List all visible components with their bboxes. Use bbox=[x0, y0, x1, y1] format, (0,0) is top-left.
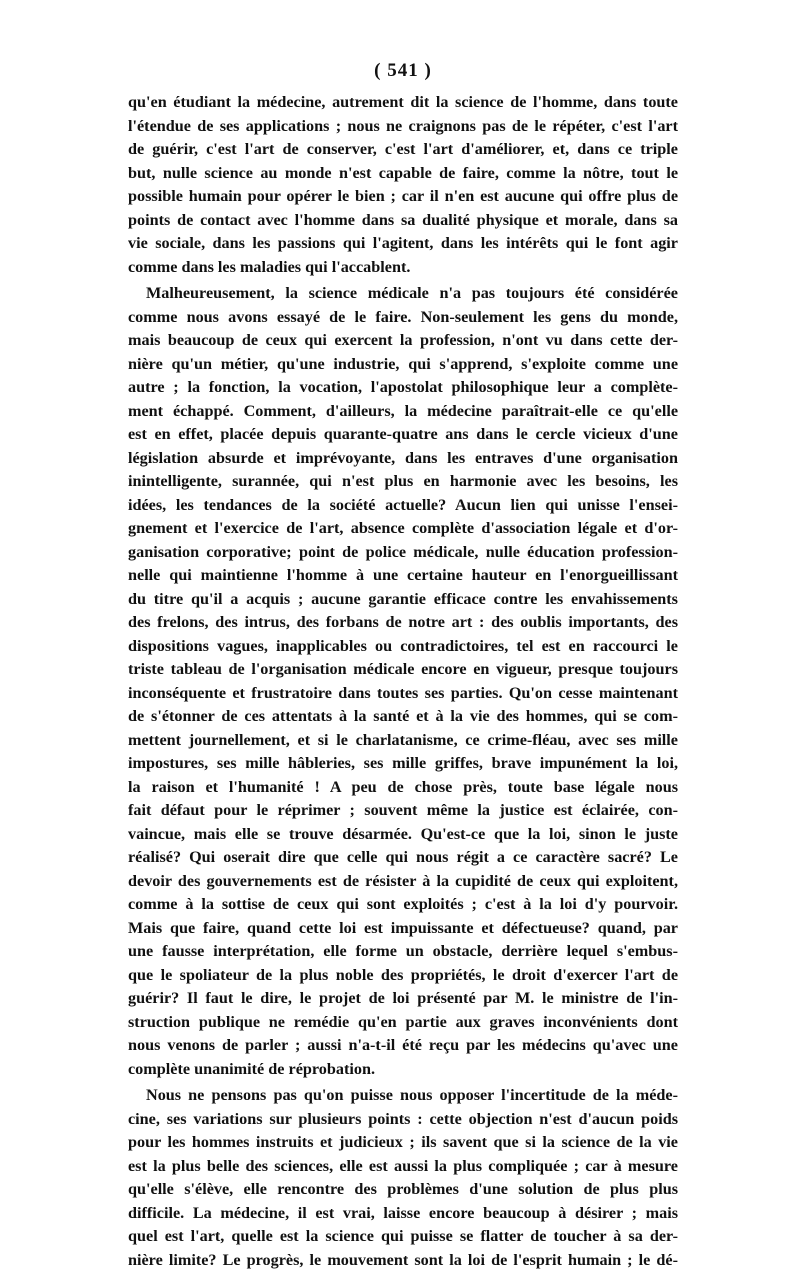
text-line: l'étendue de ses applications ; nous ne craignons pas de le répéter, c'est l'art bbox=[128, 115, 678, 139]
paragraph-3 bbox=[128, 1084, 678, 1272]
page-number: ( 541 ) bbox=[128, 60, 678, 82]
text-line: points de contact avec l'homme dans sa dualité physique et morale, dans sa bbox=[128, 209, 678, 233]
text-line: impostures, ses mille hâbleries, ses mille griffes, brave impunément la loi, bbox=[128, 752, 678, 776]
text-line: comme dans les maladies qui l'accablent. bbox=[128, 256, 678, 280]
text-line: une fausse interprétation, elle forme un obstacle, derrière lequel s'embus- bbox=[128, 940, 678, 964]
text-line: vaincue, mais elle se trouve désarmée. Qu'est-ce que la loi, sinon le juste bbox=[128, 823, 678, 847]
text-line: du titre qu'il a acquis ; aucune garantie efficace contre les envahissements bbox=[128, 588, 678, 612]
text-line: que le spoliateur de la plus noble des propriétés, le droit d'exercer l'art de bbox=[128, 964, 678, 988]
text-line: qu'elle s'élève, elle rencontre des problèmes d'une solution de plus plus bbox=[128, 1178, 678, 1202]
text-line: est la plus belle des sciences, elle est aussi la plus compliquée ; car à mesure bbox=[128, 1155, 678, 1179]
text-line: mettent journellement, et si le charlatanisme, ce crime-fléau, avec ses mille bbox=[128, 729, 678, 753]
text-line: mais beaucoup de ceux qui exercent la profession, n'ont vu dans cette der- bbox=[128, 329, 678, 353]
text-line: inintelligente, surannée, qui n'est plus en harmonie avec les besoins, les bbox=[128, 470, 678, 494]
text-line: nière qu'un métier, qu'une industrie, qui s'apprend, s'exploite comme une bbox=[128, 353, 678, 377]
text-line: idées, les tendances de la société actuelle? Aucun lien qui unisse l'ensei- bbox=[128, 494, 678, 518]
book-page bbox=[128, 60, 678, 1272]
text-line: Mais que faire, quand cette loi est impuissante et défectueuse? quand, par bbox=[128, 917, 678, 941]
text-line: cine, ses variations sur plusieurs points : cette objection n'est d'aucun poids bbox=[128, 1108, 678, 1132]
text-line: vie sociale, dans les passions qui l'agitent, dans les intérêts qui le font agir bbox=[128, 232, 678, 256]
text-line: pour les hommes instruits et judicieux ; ils savent que si la science de la vie bbox=[128, 1131, 678, 1155]
text-line: la raison et l'humanité ! A peu de chose près, toute base légale nous bbox=[128, 776, 678, 800]
text-line: devoir des gouvernements est de résister à la cupidité de ceux qui exploitent, bbox=[128, 870, 678, 894]
text-line: autre ; la fonction, la vocation, l'apostolat philosophique leur a complète- bbox=[128, 376, 678, 400]
text-line: possible humain pour opérer le bien ; car il n'en est aucune qui offre plus de bbox=[128, 185, 678, 209]
text-line: législation absurde et imprévoyante, dans les entraves d'une organisation bbox=[128, 447, 678, 471]
text-line: réalisé? Qui oserait dire que celle qui nous régit a ce caractère sacré? Le bbox=[128, 846, 678, 870]
text-line: nière limite? Le progrès, le mouvement sont la loi de l'esprit humain ; le dé- bbox=[128, 1249, 678, 1272]
text-line: est en effet, placée depuis quarante-quatre ans dans le cercle vicieux d'une bbox=[128, 423, 678, 447]
text-line: fait défaut pour le réprimer ; souvent même la justice est éclairée, con- bbox=[128, 799, 678, 823]
text-line: des frelons, des intrus, des forbans de notre art : des oublis importants, des bbox=[128, 611, 678, 635]
text-line: quel est l'art, quelle est la science qui puisse se flatter de toucher à sa der- bbox=[128, 1225, 678, 1249]
text-line: triste tableau de l'organisation médicale encore en vigueur, presque toujours bbox=[128, 658, 678, 682]
text-line: qu'en étudiant la médecine, autrement dit la science de l'homme, dans toute bbox=[128, 91, 678, 115]
text-line: inconséquente et frustratoire dans toutes ses parties. Qu'on cesse maintenant bbox=[128, 682, 678, 706]
text-line: guérir? Il faut le dire, le projet de loi présenté par M. le ministre de l'in- bbox=[128, 987, 678, 1011]
text-line: ment échappé. Comment, d'ailleurs, la médecine paraîtrait-elle ce qu'elle bbox=[128, 400, 678, 424]
text-line: Nous ne pensons pas qu'on puisse nous opposer l'incertitude de la méde- bbox=[128, 1084, 678, 1108]
text-line: comme à la sottise de ceux qui sont exploités ; c'est à la loi d'y pourvoir. bbox=[128, 893, 678, 917]
text-line: comme nous avons essayé de le faire. Non-seulement les gens du monde, bbox=[128, 306, 678, 330]
text-line: ganisation corporative; point de police médicale, nulle éducation profession- bbox=[128, 541, 678, 565]
text-line: complète unanimité de réprobation. bbox=[128, 1058, 678, 1082]
paragraph-1 bbox=[128, 91, 678, 279]
text-line: difficile. La médecine, il est vrai, laisse encore beaucoup à désirer ; mais bbox=[128, 1202, 678, 1226]
text-line: de s'étonner de ces attentats à la santé et à la vie des hommes, qui se com- bbox=[128, 705, 678, 729]
text-line: gnement et l'exercice de l'art, absence complète d'association légale et d'or- bbox=[128, 517, 678, 541]
paragraph-2 bbox=[128, 282, 678, 1081]
text-line: but, nulle science au monde n'est capable de faire, comme la nôtre, tout le bbox=[128, 162, 678, 186]
text-line: de guérir, c'est l'art de conserver, c'est l'art d'améliorer, et, dans ce triple bbox=[128, 138, 678, 162]
text-line: dispositions vagues, inapplicables ou contradictoires, tel est en raccourci le bbox=[128, 635, 678, 659]
text-line: struction publique ne remédie qu'en partie aux graves inconvénients dont bbox=[128, 1011, 678, 1035]
text-line: Malheureusement, la science médicale n'a pas toujours été considérée bbox=[128, 282, 678, 306]
text-line: nous venons de parler ; aussi n'a-t-il été reçu par les médecins qu'avec une bbox=[128, 1034, 678, 1058]
text-line: nelle qui maintienne l'homme à une certaine hauteur en l'enorgueillissant bbox=[128, 564, 678, 588]
